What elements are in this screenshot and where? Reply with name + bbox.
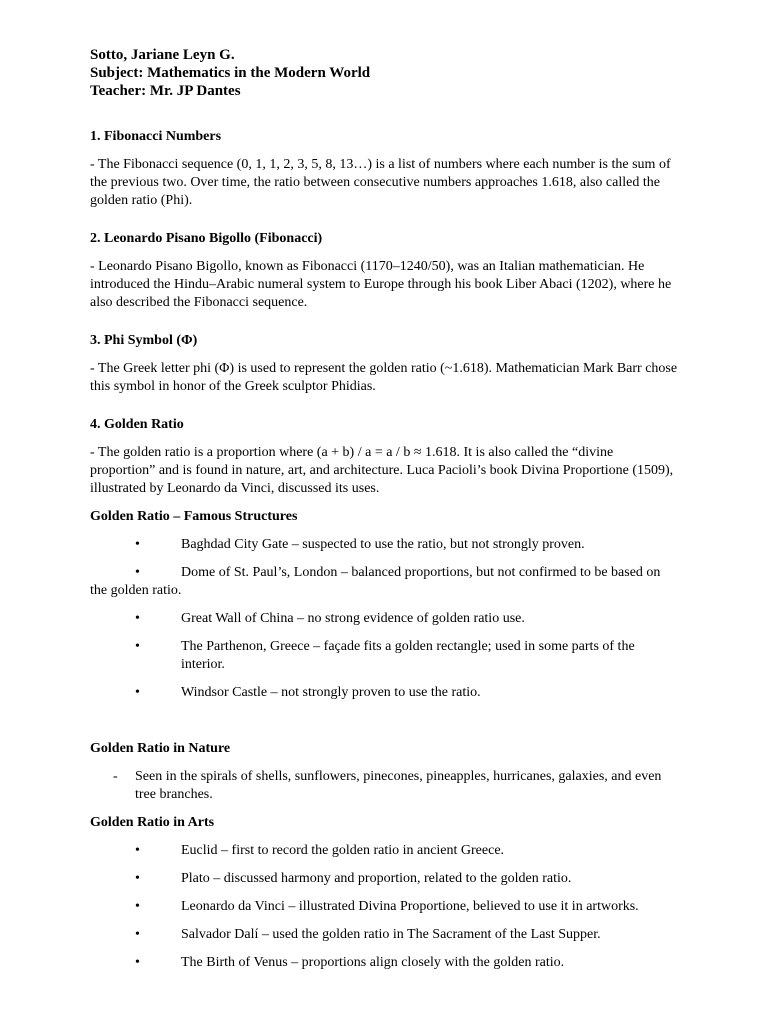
bullet-marker: • — [135, 565, 140, 580]
teacher-line: Teacher: Mr. JP Dantes — [90, 83, 241, 99]
heading-golden-ratio-nature: Golden Ratio in Nature — [90, 741, 231, 756]
heading-golden-ratio: 4. Golden Ratio — [90, 417, 184, 432]
heading-fibonacci-numbers — [90, 128, 680, 146]
list-item-text: Plato – discussed harmony and proportion, related to the golden ratio. — [181, 871, 572, 886]
paragraph-golden-ratio: - The golden ratio is a proportion where (a + b) / a = a / b ≈ 1.618. It is also called the “divine proportion” and is found in nature, art, and architecture. Luca Pacioli’s book Divina Proportione (1509), illustrated by Leonardo da Vinci, discussed its uses. — [90, 445, 674, 496]
bullet-marker: • — [135, 899, 140, 914]
arts-list — [90, 842, 680, 972]
document-content — [90, 46, 680, 972]
list-item — [90, 684, 680, 702]
list-item-text: Seen in the spirals of shells, sunflowers, pinecones, pineapples, hurricanes, galaxies, and even tree branches. — [135, 769, 662, 802]
paragraph-fibonacci: - The Fibonacci sequence (0, 1, 1, 2, 3, 5, 8, 13…) is a list of numbers where each number is the sum of the previous two. Over time, the ratio between consecutive numbers approaches 1.618, also called the golden ratio (Phi). — [90, 157, 671, 208]
list-item — [90, 898, 680, 916]
list-item — [90, 610, 680, 628]
paragraph-phi: - The Greek letter phi (Φ) is used to represent the golden ratio (~1.618). Mathematician Mark Barr chose this symbol in honor of the Greek sculptor Phidias. — [90, 361, 678, 394]
subject-line: Subject: Mathematics in the Modern World — [90, 65, 371, 81]
bullet-marker: • — [135, 537, 140, 552]
bullet-marker: • — [135, 843, 140, 858]
list-item — [90, 870, 680, 888]
list-item-text: The Birth of Venus – proportions align closely with the golden ratio. — [181, 955, 565, 970]
dash-marker: - — [113, 769, 118, 784]
list-item-text: Leonardo da Vinci – illustrated Divina Proportione, believed to use it in artworks. — [181, 899, 639, 914]
heading-phi-symbol: 3. Phi Symbol (Φ) — [90, 333, 198, 348]
bullet-marker: • — [135, 927, 140, 942]
bullet-marker: • — [135, 955, 140, 970]
list-item-text: Dome of St. Paul’s, London – balanced proportions, but not confirmed to be based on the golden ratio. — [90, 565, 661, 598]
list-item — [90, 842, 680, 860]
list-item-text: Euclid – first to record the golden ratio in ancient Greece. — [181, 843, 505, 858]
list-item-text: Salvador Dalí – used the golden ratio in The Sacrament of the Last Supper. — [181, 927, 601, 942]
bullet-marker: • — [135, 871, 140, 886]
list-item — [90, 926, 680, 944]
heading-golden-ratio-arts: Golden Ratio in Arts — [90, 815, 215, 830]
list-item-text: Baghdad City Gate – suspected to use the ratio, but not strongly proven. — [181, 537, 585, 552]
bullet-marker: • — [135, 611, 140, 626]
student-name: Sotto, Jariane Leyn G. — [90, 47, 235, 63]
list-item — [90, 954, 680, 972]
bullet-marker: • — [135, 639, 140, 654]
paragraph-leonardo: - Leonardo Pisano Bigollo, known as Fibonacci (1170–1240/50), was an Italian mathematician. He introduced the Hindu–Arabic numeral system to Europe through his book Liber Abaci (1202), where he also described the Fibonacci sequence. — [90, 259, 672, 310]
heading-text: . Fibonacci Numbers — [97, 129, 222, 144]
list-item-text: The Parthenon, Greece – façade fits a golden rectangle; used in some parts of the interior. — [181, 639, 635, 672]
list-item-text: Great Wall of China – no strong evidence of golden ratio use. — [181, 611, 525, 626]
nature-list — [90, 768, 680, 804]
list-item — [90, 536, 680, 554]
structures-list — [90, 536, 680, 702]
list-item-text: Windsor Castle – not strongly proven to use the ratio. — [181, 685, 481, 700]
spacer — [90, 702, 680, 730]
bullet-marker: • — [135, 685, 140, 700]
heading-leonardo: 2. Leonardo Pisano Bigollo (Fibonacci) — [90, 231, 323, 246]
heading-famous-structures: Golden Ratio – Famous Structures — [90, 509, 298, 524]
heading-number: 1 — [90, 129, 97, 144]
list-item — [90, 768, 680, 804]
list-item — [90, 638, 680, 674]
list-item — [90, 564, 680, 600]
